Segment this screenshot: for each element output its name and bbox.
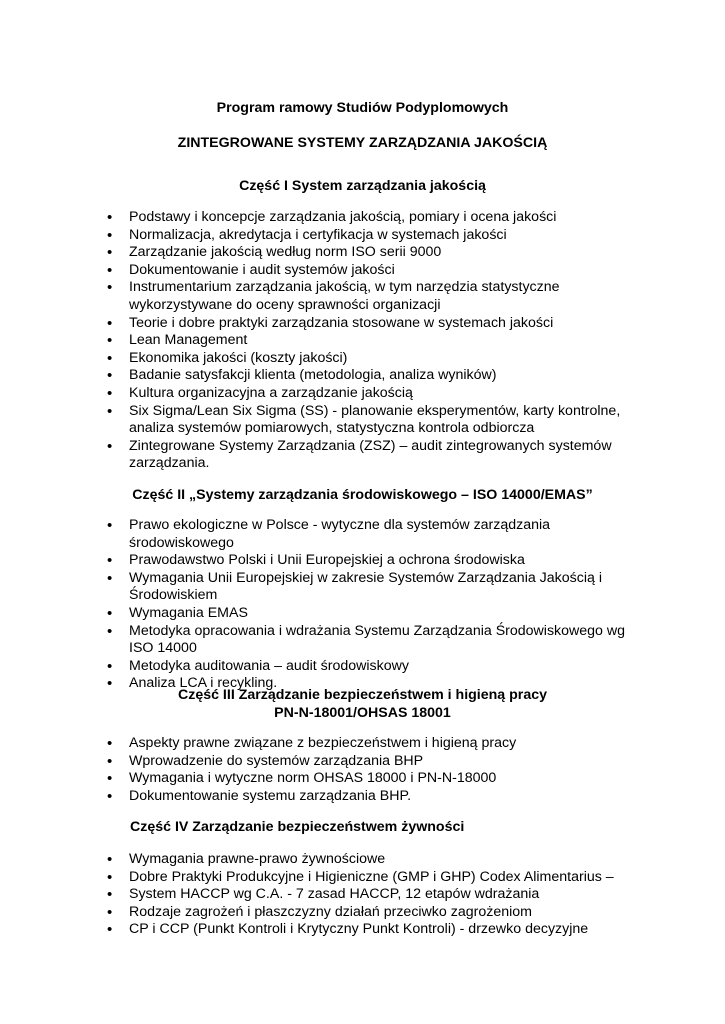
list-item: • Wymagania i wytyczne norm OHSAS 18000 i PN-N-18000 <box>0 770 725 788</box>
list-item: • Wprowadzenie do systemów zarządzania BHP <box>0 753 725 771</box>
list-item: • Dobre Praktyki Produkcyjne i Higieniczne (GMP i GHP) Codex Alimentarius – <box>0 869 725 887</box>
list-item: • Analiza LCA i recykling. <box>0 675 725 693</box>
program-title: Program ramowy Studiów Podyplomowych <box>216 100 509 116</box>
list-item: • Badanie satysfakcji klienta (metodologia, analiza wyników) <box>0 367 725 385</box>
list-item: • Wymagania Unii Europejskiej w zakresie Systemów Zarządzania Jakością i Środowiskiem <box>0 570 725 605</box>
list-item: • Dokumentowanie systemu zarządzania BHP. <box>0 788 725 806</box>
list-item: • Normalizacja, akredytacja i certyfikacja w systemach jakości <box>0 227 725 245</box>
list-item: • Podstawy i koncepcje zarządzania jakością, pomiary i ocena jakości <box>0 209 725 227</box>
section-4-heading: Część IV Zarządzanie bezpieczeństwem żywności <box>130 819 465 835</box>
list-item: • Dokumentowanie i audit systemów jakości <box>0 262 725 280</box>
list-item: • System HACCP wg C.A. - 7 zasad HACCP, 12 etapów wdrażania <box>0 886 725 904</box>
list-item: • Kultura organizacyjna a zarządzanie jakością <box>0 385 725 403</box>
list-item: • Wymagania EMAS <box>0 605 725 623</box>
list-item: • Aspekty prawne związane z bezpieczeństwem i higieną pracy <box>0 735 725 753</box>
section-2-list <box>0 517 725 693</box>
list-item: • Prawodawstwo Polski i Unii Europejskiej a ochrona środowiska <box>0 552 725 570</box>
section-3-list <box>0 735 725 805</box>
list-item: • Prawo ekologiczne w Polsce - wytyczne dla systemów zarządzania środowiskowego <box>0 517 725 552</box>
section-1-heading: Część I System zarządzania jakością <box>239 178 486 194</box>
list-item: • Metodyka opracowania i wdrażania Systemu Zarządzania Środowiskowego wg ISO 14000 <box>0 623 725 658</box>
section-4-list <box>0 851 725 939</box>
list-item: • Teorie i dobre praktyki zarządzania stosowane w systemach jakości <box>0 315 725 333</box>
list-item: • Rodzaje zagrożeń i płaszczyzny działań przeciwko zagrożeniom <box>0 904 725 922</box>
list-item: • Six Sigma/Lean Six Sigma (SS) - planowanie eksperymentów, karty kontrolne, analiza systemów pomiarowych, statystyczna kontrola odbiorcza <box>0 403 725 438</box>
list-item: • Zarządzanie jakością według norm ISO serii 9000 <box>0 244 725 262</box>
list-item: • Ekonomika jakości (koszty jakości) <box>0 350 725 368</box>
section-1-list <box>0 209 725 473</box>
list-item: • Zintegrowane Systemy Zarządzania (ZSZ) – audit zintegrowanych systemów zarządzania. <box>0 438 725 473</box>
section-3-heading: Część III Zarządzanie bezpieczeństwem i higieną pracy <box>177 687 547 703</box>
section-2-heading: Część II „Systemy zarządzania środowiskowego – ISO 14000/EMAS” <box>132 487 593 503</box>
list-item: • Lean Management <box>0 332 725 350</box>
list-item: • Instrumentarium zarządzania jakością, w tym narzędzia statystyczne wykorzystywane do oceny sprawności organizacji <box>0 279 725 314</box>
document-title: ZINTEGROWANE SYSTEMY ZARZĄDZANIA JAKOŚCIĄ <box>177 135 548 151</box>
list-item: • Metodyka auditowania – audit środowiskowy <box>0 658 725 676</box>
list-item: • CP i CCP (Punkt Kontroli i Krytyczny Punkt Kontroli) - drzewko decyzyjne <box>0 921 725 939</box>
section-3-heading-line2: PN-N-18001/OHSAS 18001 <box>274 705 451 721</box>
list-item: • Wymagania prawne-prawo żywnościowe <box>0 851 725 869</box>
